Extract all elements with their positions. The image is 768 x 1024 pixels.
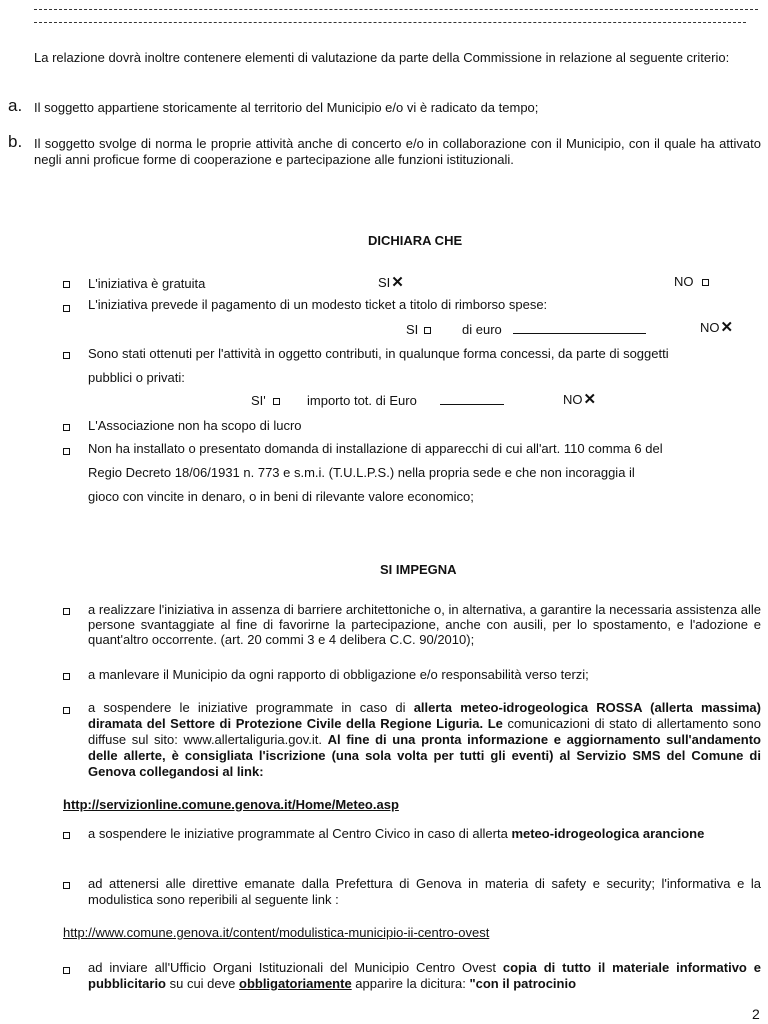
lucro-label: L'Associazione non ha scopo di lucro (88, 418, 302, 433)
inviare-u1: obbligatoriamente (239, 976, 352, 991)
criterion-b-text: Il soggetto svolge di norma le proprie attività anche di concerto e/o in collaborazione con il Municipio, con il quale ha attivato negli anni proficue forme di cooperazione e partecipazione alle funzioni istituzionali. (34, 136, 761, 167)
barriere-content: a realizzare l'iniziativa in assenza di barriere architettoniche o, in alternativa, a garantire la necessaria assistenza alle persone svantaggiate al fine di favorirne la partecipazione, anche con ausili, per lo spostamento, e l'adozione e quant'altro occorrente. (art. 20 commi 3 e 4 delibera C.C. 90/2010); (88, 602, 761, 647)
dashed-line-2 (34, 22, 746, 23)
ticket-si-label: SI (406, 322, 419, 337)
rossa-b3: Al fine di una pronta informazione e aggiornamento sull'andamento delle allerte, è consigliata l'iscrizione (una sola volta per tutti gli eventi) al Servizio SMS del Comune di Genova collegandosi al link: (88, 732, 761, 779)
ticket-label: L'iniziativa prevede il pagamento di un modesto ticket a titolo di rimborso spese: (88, 297, 548, 312)
inviare-checkbox[interactable] (63, 967, 70, 974)
inviare-b1: copia di tutto il materiale informativo e pubblicitario (88, 960, 762, 991)
contributi-importo: importo tot. di Euro (307, 393, 417, 408)
gratuita-checkbox[interactable] (63, 281, 70, 288)
ticket-amount-field[interactable] (513, 322, 646, 334)
prefettura-checkbox[interactable] (63, 882, 70, 889)
contributi-amount-field[interactable] (440, 393, 504, 405)
apparecchi-line1: Non ha installato o presentato domanda di installazione di apparecchi di cui all'art. 110 comma 6 del (88, 441, 663, 456)
ticket-no (700, 320, 733, 336)
gratuita-label: L'iniziativa è gratuita (88, 276, 206, 291)
gratuita-no-checkbox[interactable] (702, 279, 709, 286)
rossa-p1: a sospendere le iniziative programmate in caso di (88, 700, 414, 715)
rossa-text (88, 700, 761, 780)
contributi-si-checkbox[interactable] (273, 398, 280, 405)
gratuita-no-label: NO (674, 274, 694, 289)
meteo-link[interactable]: http://servizionline.comune.genova.it/Home/Meteo.asp (63, 797, 399, 812)
inviare-p3: apparire la dicitura: (351, 976, 470, 991)
intro-paragraph: La relazione dovrà inoltre contenere elementi di valutazione da parte della Commissione in relazione al seguente criterio: (34, 50, 730, 65)
barriere-checkbox[interactable] (63, 608, 70, 615)
rossa-checkbox[interactable] (63, 707, 70, 714)
apparecchi-line2: Regio Decreto 18/06/1931 n. 773 e s.m.i. (T.U.L.P.S.) nella propria sede e che non incoraggia il (88, 465, 635, 480)
ticket-no-check-mark: ✕ (720, 319, 734, 336)
contributi-no-check-mark: ✕ (583, 391, 597, 408)
inviare-b2: "con il patrocinio (469, 976, 577, 991)
arancione-b1: meteo-idrogeologica arancione (511, 826, 705, 841)
contributi-no (563, 392, 596, 408)
inviare-p2: su cui deve (166, 976, 239, 991)
apparecchi-checkbox[interactable] (63, 448, 70, 455)
manlevare-checkbox[interactable] (63, 673, 70, 680)
contributi-si-label: SI' (251, 393, 266, 408)
prefettura-text: ad attenersi alle direttive emanate dalla Prefettura di Genova in materia di safety e security; l'informativa e la modulistica sono reperibili al seguente link : (88, 876, 761, 907)
page-number: 2 (752, 1006, 760, 1022)
ticket-checkbox[interactable] (63, 305, 70, 312)
criterion-a-letter: a. (8, 96, 23, 115)
ticket-no-label: NO (700, 320, 720, 335)
arancione-p1: a sospendere le iniziative programmate al Centro Civico in caso di allerta (88, 826, 512, 841)
ticket-si-checkbox[interactable] (424, 327, 431, 334)
contributi-line2: pubblici o privati: (88, 370, 185, 385)
contributi-line1: Sono stati ottenuti per l'attività in oggetto contributi, in qualunque forma concessi, da parte di soggetti (88, 346, 669, 361)
rossa-b1: allerta meteo-idrogeologica ROSSA (allerta massima) diramata del Settore di Protezione Civile della Regione Liguria. (88, 700, 761, 731)
inviare-p1: ad inviare all'Ufficio Organi Istituzionali del Municipio Centro Ovest (88, 960, 503, 975)
ticket-di-euro: di euro (462, 322, 502, 337)
modulistica-link[interactable]: http://www.comune.genova.it/content/modulistica-municipio-ii-centro-ovest (63, 925, 490, 940)
criterion-a-text: Il soggetto appartiene storicamente al territorio del Municipio e/o vi è radicato da tempo; (34, 100, 539, 115)
gratuita-si (378, 275, 404, 291)
arancione-text (88, 826, 761, 842)
rossa-p2: comunicazioni di stato di allertamento sono diffuse sul sito: www.allertaliguria.gov.it. (88, 716, 761, 747)
barriere-text (88, 602, 761, 647)
dashed-line-1 (34, 9, 758, 10)
gratuita-no (674, 274, 694, 290)
gratuita-si-check-mark: ✕ (391, 274, 404, 291)
rossa-b2: Le (483, 716, 503, 731)
dichiara-heading: DICHIARA CHE (368, 233, 463, 248)
inviare-text (88, 960, 761, 992)
arancione-checkbox[interactable] (63, 832, 70, 839)
criterion-b-letter: b. (8, 132, 23, 151)
lucro-checkbox[interactable] (63, 424, 70, 431)
impegna-heading: SI IMPEGNA (380, 562, 457, 577)
apparecchi-line3: gioco con vincite in denaro, o in beni di rilevante valore economico; (88, 489, 474, 504)
manlevare-text: a manlevare il Municipio da ogni rapporto di obbligazione e/o responsabilità verso terzi; (88, 667, 589, 682)
contributi-no-label: NO (563, 392, 583, 407)
contributi-checkbox[interactable] (63, 352, 70, 359)
gratuita-si-label: SI (378, 275, 391, 290)
